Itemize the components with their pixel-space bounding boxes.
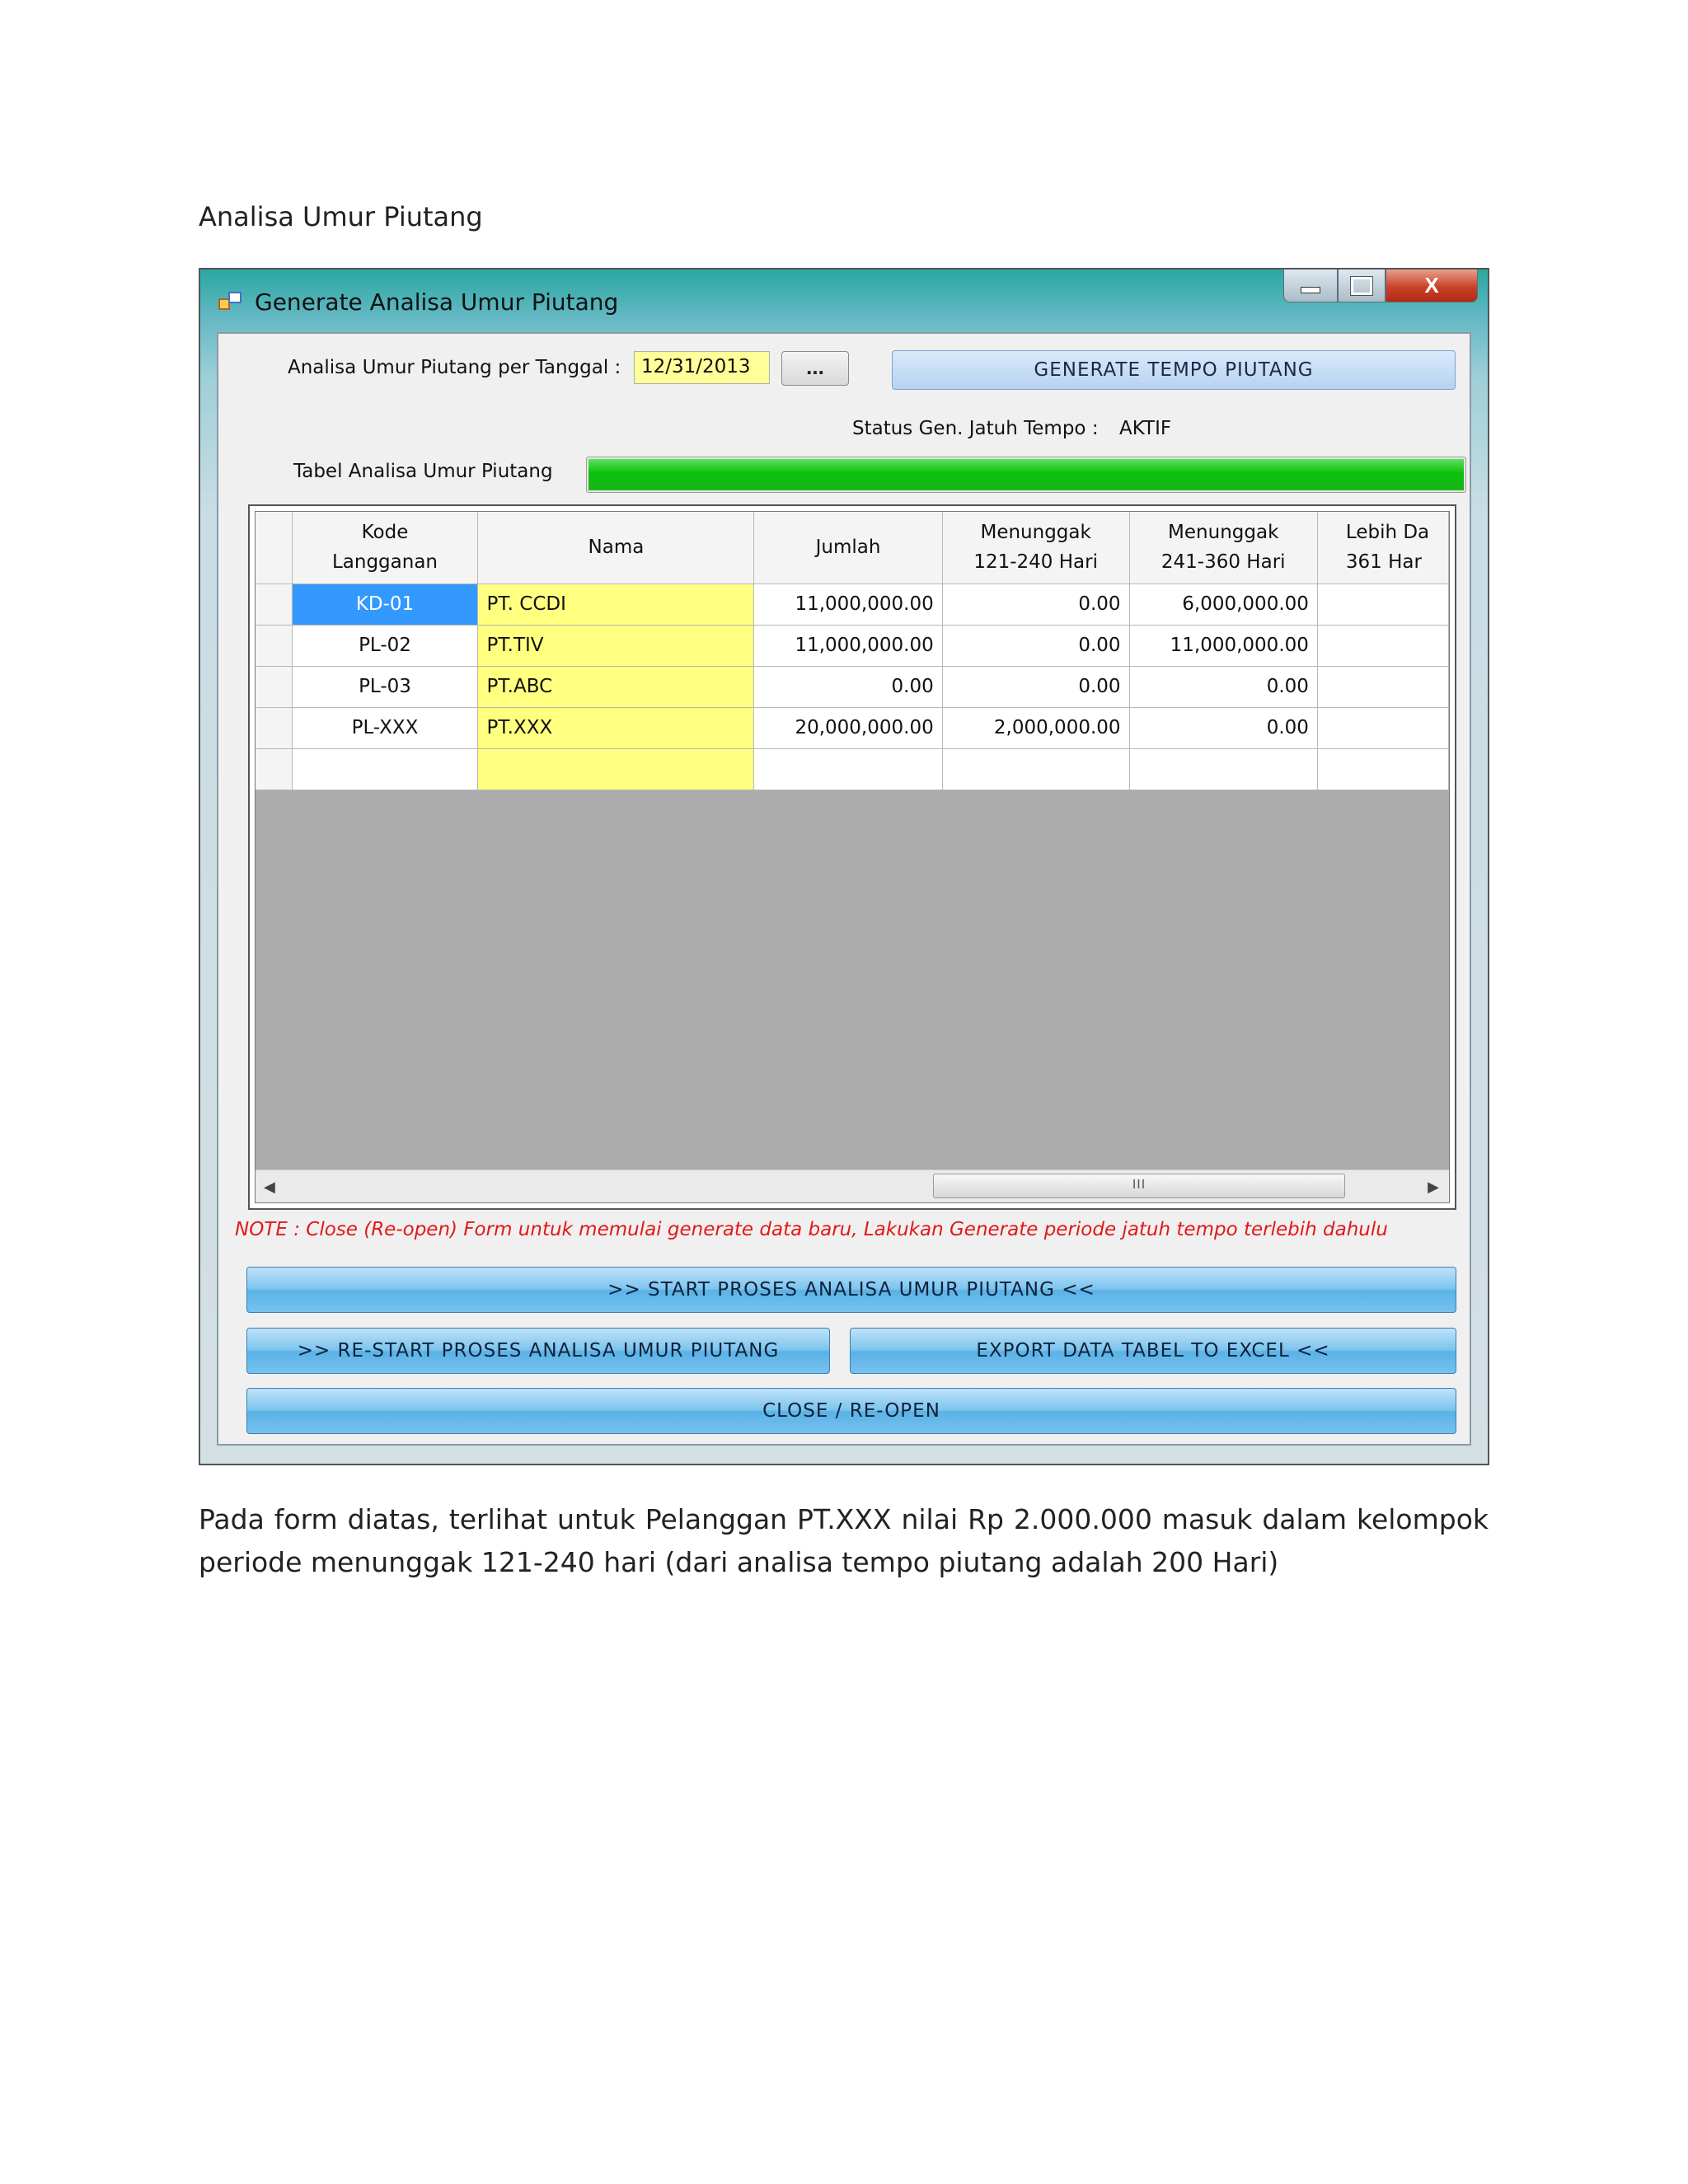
col-header-nama[interactable]: Nama [478, 512, 754, 583]
cell-menunggak-121-240[interactable] [942, 748, 1129, 790]
app-icon [218, 290, 243, 313]
progress-bar [586, 457, 1466, 493]
cell-lebih-361[interactable] [1317, 748, 1448, 790]
restart-process-button[interactable]: >> RE-START PROSES ANALISA UMUR PIUTANG [246, 1328, 830, 1374]
table-header-row [256, 512, 1449, 583]
cell-jumlah[interactable]: 20,000,000.00 [754, 707, 942, 748]
close-window-button[interactable] [1386, 269, 1478, 302]
cell-nama[interactable]: PT. CCDI [478, 583, 754, 625]
row-header[interactable] [256, 707, 292, 748]
table-label: Tabel Analisa Umur Piutang [293, 461, 553, 482]
table-row[interactable] [256, 666, 1449, 707]
col-header-lebih-361[interactable]: Lebih Da 361 Har [1317, 512, 1448, 583]
close-icon: X [1424, 273, 1439, 298]
table-row[interactable] [256, 583, 1449, 625]
cell-kode[interactable]: PL-02 [292, 625, 478, 666]
cell-kode[interactable]: PL-03 [292, 666, 478, 707]
generate-tempo-button[interactable]: GENERATE TEMPO PIUTANG [892, 350, 1456, 390]
cell-lebih-361[interactable] [1317, 666, 1448, 707]
status-label: Status Gen. Jatuh Tempo : [852, 418, 1099, 439]
row-header[interactable] [256, 625, 292, 666]
scroll-left-icon[interactable]: ◀ [264, 1179, 275, 1195]
table-row[interactable] [256, 707, 1449, 748]
table-new-row[interactable] [256, 748, 1449, 790]
cell-kode[interactable] [292, 748, 478, 790]
date-input[interactable]: 12/31/2013 [634, 351, 770, 384]
col-header-menunggak-241-360[interactable]: Menunggak 241-360 Hari [1129, 512, 1317, 583]
row-header-corner [256, 512, 292, 583]
cell-kode[interactable]: KD-01 [292, 583, 478, 625]
status-value: AKTIF [1119, 418, 1172, 439]
col-header-kode[interactable]: Kode Langganan [292, 512, 478, 583]
app-window [199, 268, 1489, 1465]
row-header[interactable] [256, 666, 292, 707]
cell-lebih-361[interactable] [1317, 583, 1448, 625]
cell-kode[interactable]: PL-XXX [292, 707, 478, 748]
cell-nama[interactable]: PT.TIV [478, 625, 754, 666]
maximize-button[interactable] [1338, 269, 1386, 302]
data-grid[interactable] [255, 511, 1450, 1203]
scroll-thumb[interactable]: III [933, 1174, 1345, 1198]
date-label: Analisa Umur Piutang per Tanggal : [288, 357, 621, 378]
horizontal-scrollbar[interactable] [256, 1169, 1449, 1202]
cell-menunggak-121-240[interactable]: 0.00 [942, 666, 1129, 707]
cell-menunggak-121-240[interactable]: 0.00 [942, 583, 1129, 625]
row-header[interactable] [256, 748, 292, 790]
close-reopen-button[interactable]: CLOSE / RE-OPEN [246, 1388, 1456, 1434]
cell-menunggak-241-360[interactable]: 0.00 [1129, 707, 1317, 748]
cell-jumlah[interactable] [754, 748, 942, 790]
cell-menunggak-241-360[interactable]: 11,000,000.00 [1129, 625, 1317, 666]
cell-menunggak-241-360[interactable]: 0.00 [1129, 666, 1317, 707]
date-picker-button[interactable]: ... [781, 351, 849, 386]
cell-menunggak-241-360[interactable]: 6,000,000.00 [1129, 583, 1317, 625]
cell-nama[interactable] [478, 748, 754, 790]
note-text: NOTE : Close (Re-open) Form untuk memulai generate data baru, Lakukan Generate periode jatuh tempo terlebih dahulu [235, 1219, 1388, 1240]
cell-lebih-361[interactable] [1317, 707, 1448, 748]
col-header-jumlah[interactable]: Jumlah [754, 512, 942, 583]
cell-jumlah[interactable]: 11,000,000.00 [754, 625, 942, 666]
minimize-icon [1284, 269, 1337, 302]
cell-menunggak-121-240[interactable]: 0.00 [942, 625, 1129, 666]
form-client-area [217, 332, 1471, 1446]
cell-menunggak-241-360[interactable] [1129, 748, 1317, 790]
cell-nama[interactable]: PT.XXX [478, 707, 754, 748]
cell-jumlah[interactable]: 11,000,000.00 [754, 583, 942, 625]
data-grid-frame [248, 504, 1456, 1210]
table-row[interactable] [256, 625, 1449, 666]
maximize-icon [1339, 269, 1385, 302]
start-process-button[interactable]: >> START PROSES ANALISA UMUR PIUTANG << [246, 1267, 1456, 1313]
aging-table [256, 512, 1449, 790]
cell-lebih-361[interactable] [1317, 625, 1448, 666]
col-header-menunggak-121-240[interactable]: Menunggak 121-240 Hari [942, 512, 1129, 583]
scroll-right-icon[interactable]: ▶ [1428, 1179, 1439, 1195]
row-header[interactable] [256, 583, 292, 625]
document-paragraph: Pada form diatas, terlihat untuk Pelanggan PT.XXX nilai Rp 2.000.000 masuk dalam kelompok periode menunggak 121-240 hari (dari analisa tempo piutang adalah 200 Hari) [199, 1503, 1489, 1578]
document-heading: Analisa Umur Piutang [199, 201, 483, 232]
progress-fill [588, 459, 1464, 490]
cell-menunggak-121-240[interactable]: 2,000,000.00 [942, 707, 1129, 748]
export-excel-button[interactable]: EXPORT DATA TABEL TO EXCEL << [850, 1328, 1456, 1374]
window-title: Generate Analisa Umur Piutang [255, 288, 619, 316]
minimize-button[interactable] [1283, 269, 1338, 302]
cell-nama[interactable]: PT.ABC [478, 666, 754, 707]
cell-jumlah[interactable]: 0.00 [754, 666, 942, 707]
